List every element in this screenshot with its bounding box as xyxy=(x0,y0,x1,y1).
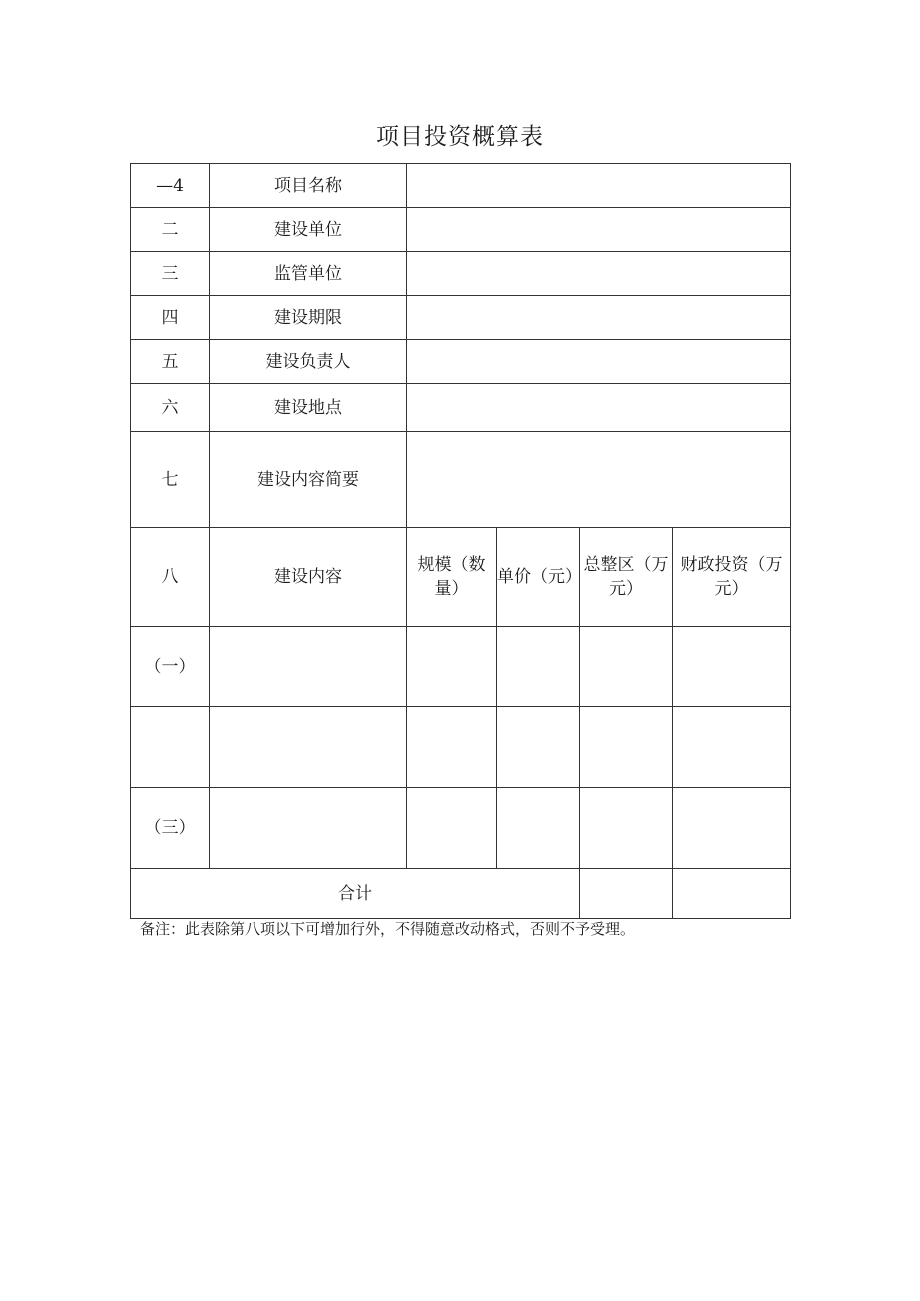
sum-label: 合计 xyxy=(131,869,580,919)
detail-content-cell[interactable] xyxy=(210,627,407,707)
row-project-name xyxy=(131,164,791,208)
detail-row-number: （三） xyxy=(131,788,210,869)
detail-unit-price-cell[interactable] xyxy=(497,707,580,788)
detail-content-cell[interactable] xyxy=(210,788,407,869)
detail-fiscal-cell[interactable] xyxy=(673,788,791,869)
row-label: 建设负责人 xyxy=(210,340,407,384)
row-number: —4 xyxy=(131,164,210,208)
column-header-unit-price: 单价（元） xyxy=(497,528,580,627)
detail-scale-cell[interactable] xyxy=(407,707,497,788)
row-number: 八 xyxy=(131,528,210,627)
row-label: 建设地点 xyxy=(210,384,407,432)
row-label: 监管单位 xyxy=(210,252,407,296)
detail-row xyxy=(131,788,791,869)
sum-row xyxy=(131,869,791,919)
detail-total-cell[interactable] xyxy=(580,707,673,788)
sum-fiscal-cell[interactable] xyxy=(673,869,791,919)
detail-row-number xyxy=(131,707,210,788)
detail-fiscal-cell[interactable] xyxy=(673,707,791,788)
row-number: 五 xyxy=(131,340,210,384)
detail-row-number: （一） xyxy=(131,627,210,707)
row-construction-unit xyxy=(131,208,791,252)
budget-table xyxy=(130,163,791,919)
row-number: 三 xyxy=(131,252,210,296)
project-name-field[interactable] xyxy=(407,164,791,208)
column-header-total: 总整区（万元） xyxy=(580,528,673,627)
detail-fiscal-cell[interactable] xyxy=(673,627,791,707)
column-header-fiscal: 财政投资（万元） xyxy=(673,528,791,627)
row-number: 四 xyxy=(131,296,210,340)
row-number: 六 xyxy=(131,384,210,432)
column-header-content: 建设内容 xyxy=(210,528,407,627)
construction-unit-field[interactable] xyxy=(407,208,791,252)
row-construction-period xyxy=(131,296,791,340)
row-content-summary xyxy=(131,432,791,528)
footnote: 备注：此表除第八项以下可增加行外，不得随意改动格式，否则不予受理。 xyxy=(140,920,636,938)
detail-total-cell[interactable] xyxy=(580,627,673,707)
detail-row xyxy=(131,627,791,707)
row-number: 二 xyxy=(131,208,210,252)
row-person-in-charge xyxy=(131,340,791,384)
detail-content-cell[interactable] xyxy=(210,707,407,788)
detail-row xyxy=(131,707,791,788)
row-number: 七 xyxy=(131,432,210,528)
construction-period-field[interactable] xyxy=(407,296,791,340)
detail-scale-cell[interactable] xyxy=(407,788,497,869)
location-field[interactable] xyxy=(407,384,791,432)
detail-scale-cell[interactable] xyxy=(407,627,497,707)
row-label: 项目名称 xyxy=(210,164,407,208)
detail-unit-price-cell[interactable] xyxy=(497,788,580,869)
row-location xyxy=(131,384,791,432)
row-label: 建设内容简要 xyxy=(210,432,407,528)
detail-total-cell[interactable] xyxy=(580,788,673,869)
person-in-charge-field[interactable] xyxy=(407,340,791,384)
detail-header-row xyxy=(131,528,791,627)
row-label: 建设单位 xyxy=(210,208,407,252)
content-summary-field[interactable] xyxy=(407,432,791,528)
detail-unit-price-cell[interactable] xyxy=(497,627,580,707)
supervision-unit-field[interactable] xyxy=(407,252,791,296)
column-header-scale: 规模（数量） xyxy=(407,528,497,627)
row-label: 建设期限 xyxy=(210,296,407,340)
page-title: 项目投资概算表 xyxy=(376,124,544,150)
sum-total-cell[interactable] xyxy=(580,869,673,919)
row-supervision-unit xyxy=(131,252,791,296)
